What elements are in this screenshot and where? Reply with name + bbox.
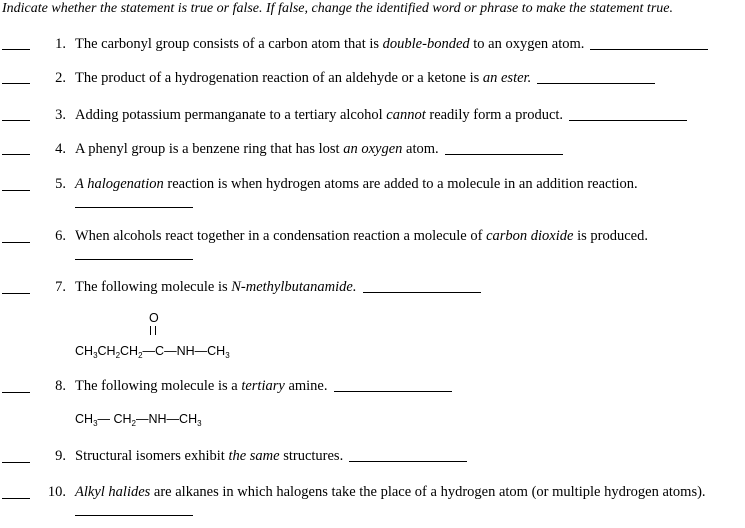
correction-line-9[interactable]: [349, 461, 467, 462]
correction-line-1[interactable]: [590, 49, 708, 50]
correction-line-6[interactable]: [75, 259, 193, 260]
correction-line-5[interactable]: [75, 207, 193, 208]
correction-line-10[interactable]: [75, 515, 193, 516]
answer-blank-2[interactable]: [2, 83, 30, 84]
answer-blank-7[interactable]: [2, 293, 30, 294]
answer-blank-8[interactable]: [2, 392, 30, 393]
question-9: Structural isomers exhibit the same structures.: [75, 447, 467, 465]
answer-blank-1[interactable]: [2, 49, 30, 50]
question-1: The carbonyl group consists of a carbon atom that is double-bonded to an oxygen atom.: [75, 35, 708, 53]
correction-line-3[interactable]: [569, 120, 687, 121]
question-number-9: 9.: [55, 448, 66, 464]
question-7: The following molecule is N-methylbutanamide.: [75, 278, 481, 296]
question-10: Alkyl halides are alkanes in which halogens take the place of a hydrogen atom (or multiple hydrogen atoms).: [75, 484, 706, 500]
molecule-7-structure: $CH_3CH_2CH_2—C—NH—CH_3$: [75, 344, 230, 360]
answer-blank-10[interactable]: [2, 498, 30, 499]
question-number-3: 3.: [55, 107, 66, 123]
double-bond: [150, 326, 156, 335]
instructions: Indicate whether the statement is true or false. If false, change the identified word or phrase to make the statement true.: [2, 1, 673, 16]
question-number-4: 4.: [55, 141, 66, 157]
question-6: When alcohols react together in a condensation reaction a molecule of carbon dioxide is produced.: [75, 228, 648, 244]
answer-blank-9[interactable]: [2, 462, 30, 463]
correction-line-2[interactable]: [537, 83, 655, 84]
question-3: Adding potassium permanganate to a tertiary alcohol cannot readily form a product.: [75, 106, 687, 124]
answer-blank-4[interactable]: [2, 154, 30, 155]
carbonyl-oxygen: O: [149, 311, 159, 325]
question-number-10: 10.: [47, 484, 66, 500]
answer-blank-5[interactable]: [2, 190, 30, 191]
question-4: A phenyl group is a benzene ring that has lost an oxygen atom.: [75, 140, 563, 158]
molecule-8-structure: $CH_3—$ $CH_2—NH—CH_3$: [75, 412, 202, 428]
answer-blank-6[interactable]: [2, 242, 30, 243]
question-2: The product of a hydrogenation reaction of an aldehyde or a ketone is an ester.: [75, 69, 655, 87]
question-8: The following molecule is a tertiary amine.: [75, 377, 452, 395]
correction-line-7[interactable]: [363, 292, 481, 293]
answer-blank-3[interactable]: [2, 120, 30, 121]
question-number-1: 1.: [55, 36, 66, 52]
question-number-5: 5.: [55, 176, 66, 192]
question-number-6: 6.: [55, 228, 66, 244]
question-number-2: 2.: [55, 70, 66, 86]
question-5: A halogenation reaction is when hydrogen atoms are added to a molecule in an addition reaction.: [75, 176, 638, 192]
correction-line-4[interactable]: [445, 154, 563, 155]
question-number-8: 8.: [55, 378, 66, 394]
correction-line-8[interactable]: [334, 391, 452, 392]
question-number-7: 7.: [55, 279, 66, 295]
